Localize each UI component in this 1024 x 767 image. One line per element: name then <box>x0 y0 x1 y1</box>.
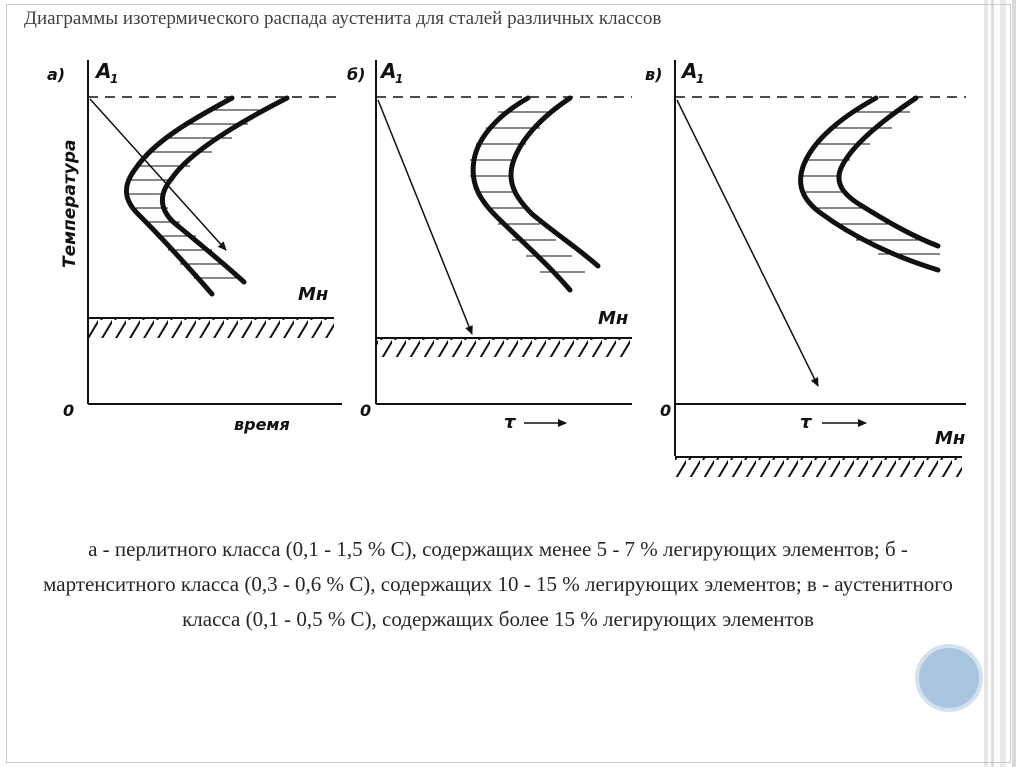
panel-b-letter: б) <box>347 65 366 84</box>
panel-b-origin: 0 <box>360 401 372 420</box>
panel-b-mn-hatch <box>376 339 632 357</box>
panel-a-letter: а) <box>47 65 66 84</box>
panel-a-a1-label: A <box>96 59 112 83</box>
panel-a-a1-sub: 1 <box>110 72 119 86</box>
panel-b-a1-sub: 1 <box>395 72 404 86</box>
caption-text: а - перлитного класса (0,1 - 1,5 % С), содержащих менее 5 - 7 % легирующих элементов; б - мартенситного класса (0,3 - 0,6 % С), содержащих 10 - 15 % легирующих элементов; в - аустенитного класса (0,1 - 0,5 % С), содержащих более 15 % легирующих элементов <box>43 537 953 631</box>
panel-a-mn-label: Мн <box>298 284 329 305</box>
panel-a-cooling-arrow <box>90 99 226 250</box>
panel-c-a1-sub: 1 <box>696 72 705 86</box>
panel-a-c-curve <box>126 98 287 294</box>
panel-b-c-curve <box>470 98 598 290</box>
panel-c-mn-label: Мн <box>935 428 966 449</box>
panel-a-x-axis-label: время <box>234 415 290 434</box>
panel-b-x-axis-label: τ <box>504 412 516 433</box>
slide-title: Диаграммы изотермического распада аустенита для сталей различных классов <box>24 8 662 29</box>
panel-b-mn-label: Мн <box>598 308 629 329</box>
panel-b <box>347 59 632 433</box>
panel-c-a1-label: A <box>682 59 698 83</box>
panel-c-c-curve <box>800 98 940 270</box>
panel-a-mn-hatch <box>88 319 334 338</box>
panel-b-a1-label: A <box>381 59 397 83</box>
panel-a-origin: 0 <box>63 401 75 420</box>
decorative-circle <box>915 644 983 712</box>
panel-b-cooling-arrow <box>378 100 472 334</box>
panel-c <box>645 59 966 477</box>
panel-c-mn-hatch <box>675 458 962 477</box>
panel-a <box>47 59 342 434</box>
panel-a-y-axis-label: Температура <box>60 139 80 268</box>
panel-c-cooling-arrow <box>677 100 818 386</box>
panel-c-origin: 0 <box>660 401 672 420</box>
panel-c-letter: в) <box>645 65 663 84</box>
panel-c-x-axis-label: τ <box>800 412 812 433</box>
